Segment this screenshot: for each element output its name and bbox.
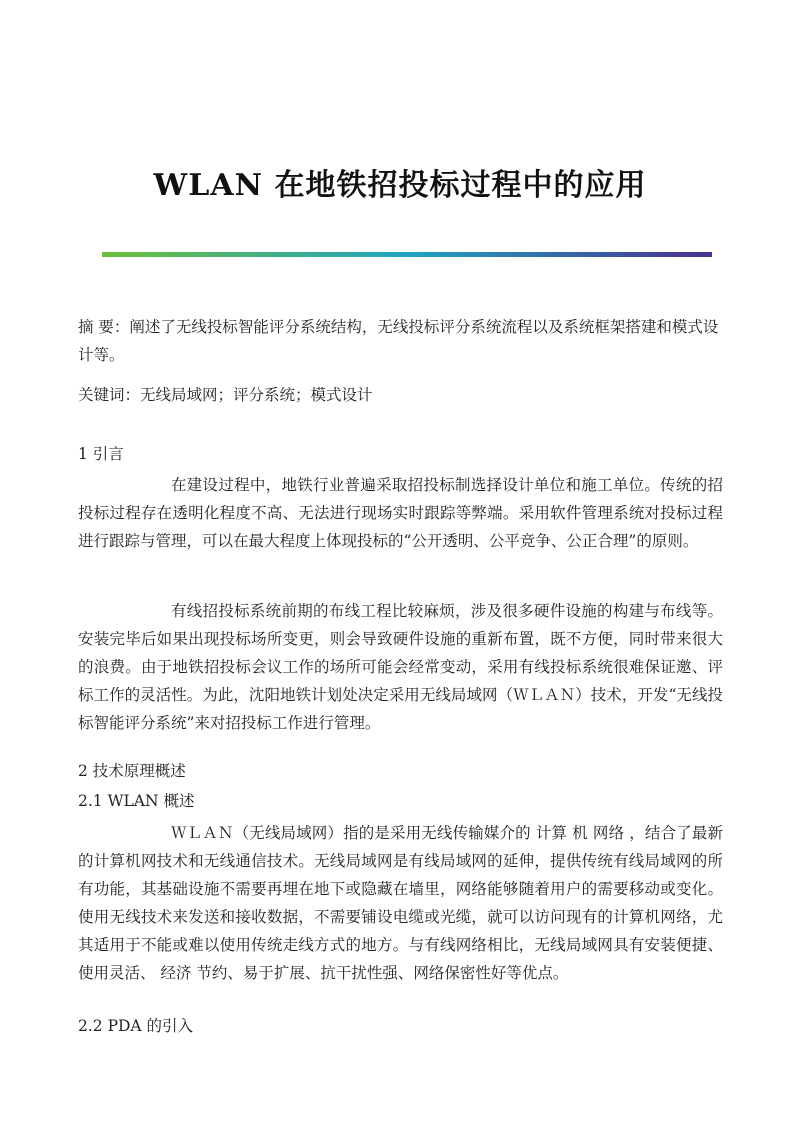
page-title: WLAN 在地铁招投标过程中的应用 [153, 168, 647, 203]
section-heading-intro: 1 引言 [78, 445, 124, 463]
paragraph-intro-1: 在建设过程中，地铁行业普遍采取招投标制选择设计单位和施工单位。传统的招投标过程存在透明化程度不高、无法进行现场实时跟踪等弊端。采用软件管理系统对投标过程进行跟踪与管理，可以在最大程度上体现投标的“公开透明、公平竞争、公正合理”的原则。 [78, 476, 723, 550]
abstract: 摘 要：阐述了无线投标智能评分系统结构，无线投标评分系统流程以及系统框架搭建和模式设计等。 [78, 318, 719, 364]
title-divider [102, 252, 712, 257]
paragraph-intro-2: 有线招投标系统前期的布线工程比较麻烦，涉及很多硬件设施的构建与布线等。安装完毕后如果出现投标场所变更，则会导致硬件设施的重新布置，既不方便，同时带来很大的浪费。由于地铁招投标会议工作的场所可能会经常变动，采用有线投标系统很难保证邀、评标工作的灵活性。为此，沈阳地铁计划处决定采用无线局域网（ＷＬＡＮ）技术，开发“无线投标智能评分系统”来对招投标工作进行管理。 [78, 602, 723, 732]
keywords: 关键词：无线局域网；评分系统；模式设计 [78, 386, 373, 404]
section-heading-pda: 2.2 PDA 的引入 [78, 1017, 194, 1035]
section-heading-wlan: 2.1 WLAN 概述 [78, 792, 195, 810]
section-heading-principles: 2 技术原理概述 [78, 762, 186, 780]
paragraph-wlan: ＷＬＡＮ（无线局域网）指的是采用无线传输媒介的 计算 机 网络 ，结合了最新的计算机网技术和无线通信技术。无线局域网是有线局域网的延伸，提供传统有线局域网的所有功能，其基础设施不需要再埋在地下或隐藏在墙里，网络能够随着用户的需要移动或变化。使用无线技术来发送和接收数据，不需要铺设电缆或光缆，就可以访问现有的计算机网络，尤其适用于不能或难以使用传统走线方式的地方。与有线网络相比，无线局域网具有安装便捷、使用灵活、 经济 节约、易于扩展、抗干扰性强、网络保密性好等优点。 [78, 824, 723, 982]
